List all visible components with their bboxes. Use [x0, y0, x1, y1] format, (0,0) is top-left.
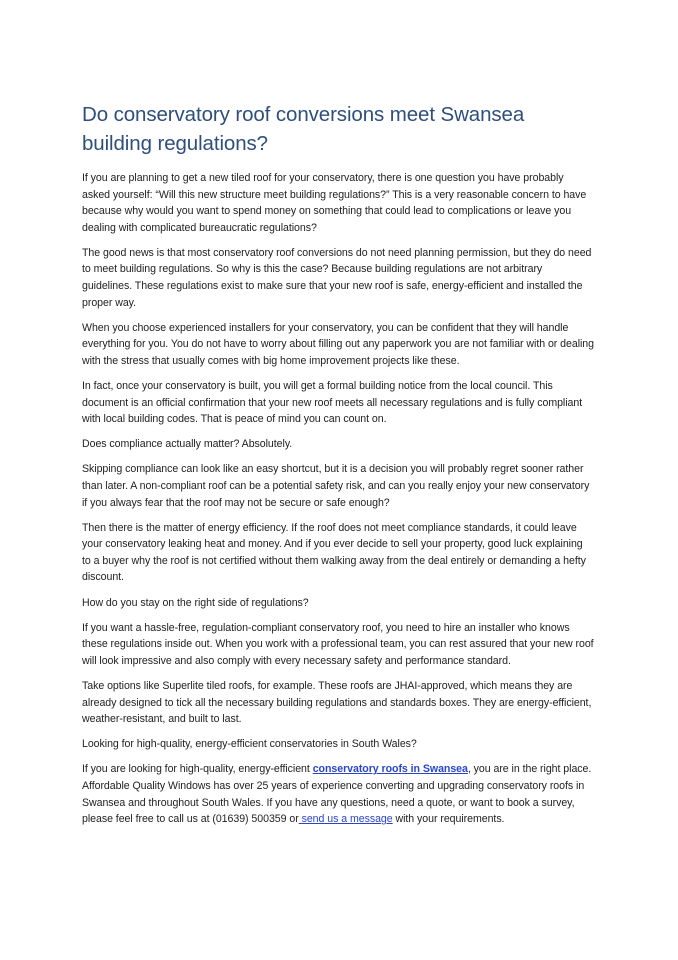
paragraph: Then there is the matter of energy efficiency. If the roof does not meet compliance standards, it could leave your conservatory leaking heat and money. And if you ever decide to sell your property, good luck explaining to a buyer why the roof is not certified without them walking away from the deal entirely or demanding a hefty discount. — [82, 521, 586, 584]
subheading: Does compliance actually matter? Absolutely. — [82, 438, 293, 451]
subheading: Looking for high-quality, energy-efficient conservatories in South Wales? — [82, 738, 417, 751]
paragraph: If you want a hassle-free, regulation-compliant conservatory roof, you need to hire an installer who knows these regulations inside out. When you work with a professional team, you can rest assured that your new roof will look impressive and also comply with every necessary safety and performance standard. — [82, 621, 594, 667]
final-text-3: with your requirements. — [392, 813, 505, 826]
paragraph: The good news is that most conservatory roof conversions do not need planning permission, but they do need to meet building regulations. So why is this the case? Because building regulations are not arbitrary guidelines. These regulations exist to make sure that your new roof is safe, energy-efficient and installed the proper way. — [82, 246, 592, 309]
page-title: Do conservatory roof conversions meet Swansea building regulations? — [82, 103, 525, 155]
send-message-link[interactable]: send us a message — [298, 813, 393, 826]
paragraph: Take options like Superlite tiled roofs, for example. These roofs are JHAI-approved, which means they are already designed to tick all the necessary building regulations and standards boxes. They are energy-efficient, weather-resistant, and built to last. — [82, 679, 592, 726]
final-paragraph — [82, 761, 594, 827]
document-page — [82, 100, 594, 836]
final-text-1: If you are looking for high-quality, energy-efficient — [82, 763, 313, 776]
subheading: How do you stay on the right side of regulations? — [82, 596, 309, 609]
conservatory-roofs-link[interactable]: conservatory roofs in Swansea — [312, 763, 468, 776]
final-text-2: , you are in the right place. Affordable Quality Windows has over 25 years of experience converting and upgrading conservatory roofs in Swansea and throughout South Wales. If you have any questions, need a quote, or want to book a survey, please feel free to call us at (01639) 500359 or — [82, 763, 592, 826]
paragraph: When you choose experienced installers for your conservatory, you can be confident that they will handle everything for you. You do not have to worry about filling out any paperwork you are not familiar with or dealing with the stress that usually comes with big home improvement projects like these. — [82, 321, 594, 367]
paragraph: If you are planning to get a new tiled roof for your conservatory, there is one question you have probably asked yourself: “Will this new structure meet building regulations?” This is a very reasonable concern to have because why would you want to spend money on something that could lead to complications or leave you dealing with complicated bureaucratic regulations? — [82, 172, 587, 234]
paragraph: In fact, once your conservatory is built, you will get a formal building notice from the local council. This document is an official confirmation that your new roof meets all necessary regulations and is fully compliant with local building codes. That is peace of mind you can count on. — [82, 380, 583, 426]
paragraph: Skipping compliance can look like an easy shortcut, but it is a decision you will probably regret sooner rather than later. A non-compliant roof can be a potential safety risk, and can you really enjoy your new conservatory if you always fear that the roof may not be secure or safe enough? — [82, 463, 590, 509]
